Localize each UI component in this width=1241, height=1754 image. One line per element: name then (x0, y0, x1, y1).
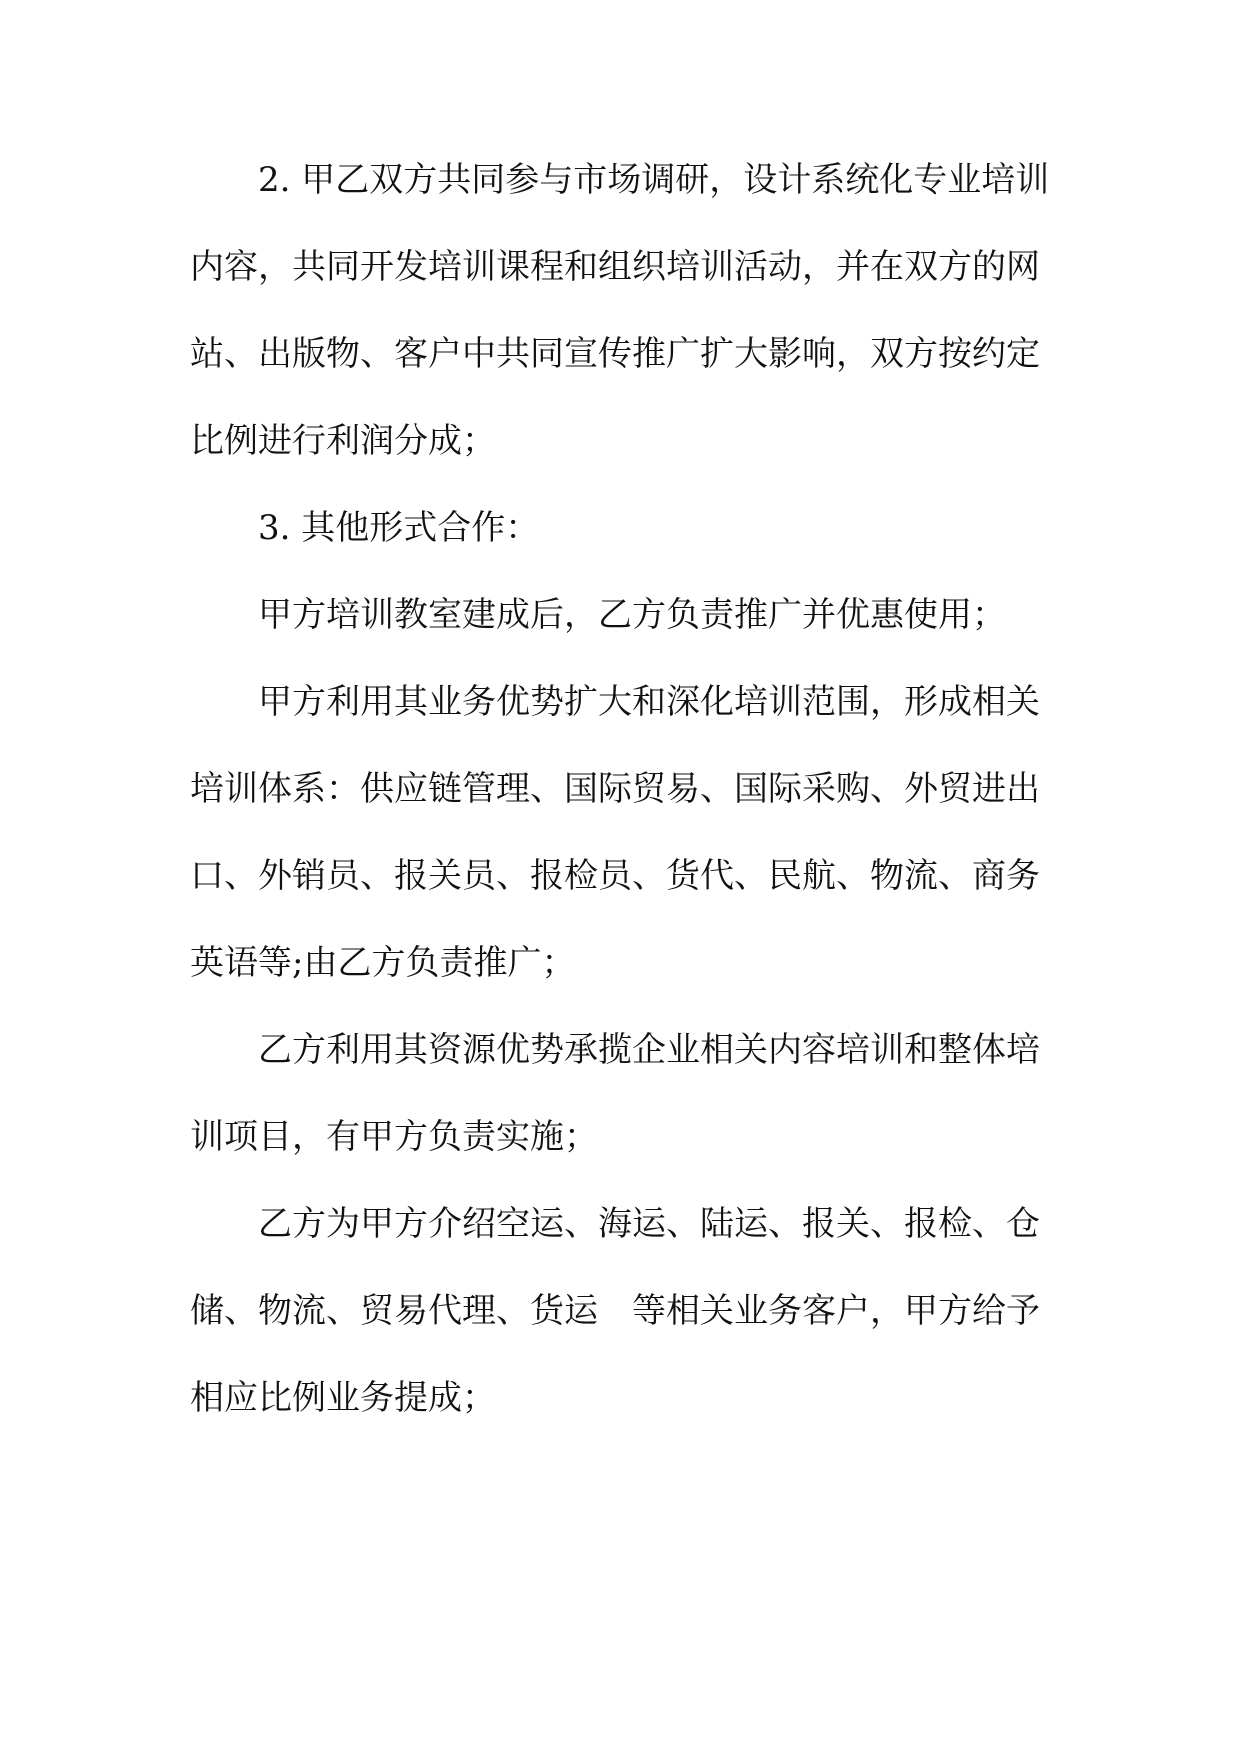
text-line: 比例进行利润分成； (190, 421, 496, 461)
text-line: 储、物流、贸易代理、货运 等相关业务客户，甲方给予 (190, 1291, 1040, 1331)
text-line: 3. 其他形式合作： (258, 508, 540, 548)
text-line: 2. 甲乙双方共同参与市场调研，设计系统化专业培训 (258, 160, 1050, 200)
text-line: 训项目，有甲方负责实施； (190, 1117, 598, 1157)
text-line: 内容，共同开发培训课程和组织培训活动，并在双方的网 (190, 247, 1040, 287)
text-line: 英语等;由乙方负责推广； (190, 943, 576, 983)
text-line: 甲方利用其业务优势扩大和深化培训范围，形成相关 (258, 682, 1040, 722)
text-line: 培训体系：供应链管理、国际贸易、国际采购、外贸进出 (190, 769, 1040, 809)
text-line: 站、出版物、客户中共同宣传推广扩大影响，双方按约定 (190, 334, 1040, 374)
text-line: 相应比例业务提成； (190, 1378, 496, 1418)
text-line: 乙方为甲方介绍空运、海运、陆运、报关、报检、仓 (258, 1204, 1040, 1244)
text-line: 乙方利用其资源优势承揽企业相关内容培训和整体培 (258, 1030, 1040, 1070)
text-line: 甲方培训教室建成后，乙方负责推广并优惠使用； (258, 595, 1006, 635)
text-line: 口、外销员、报关员、报检员、货代、民航、物流、商务 (190, 856, 1040, 896)
